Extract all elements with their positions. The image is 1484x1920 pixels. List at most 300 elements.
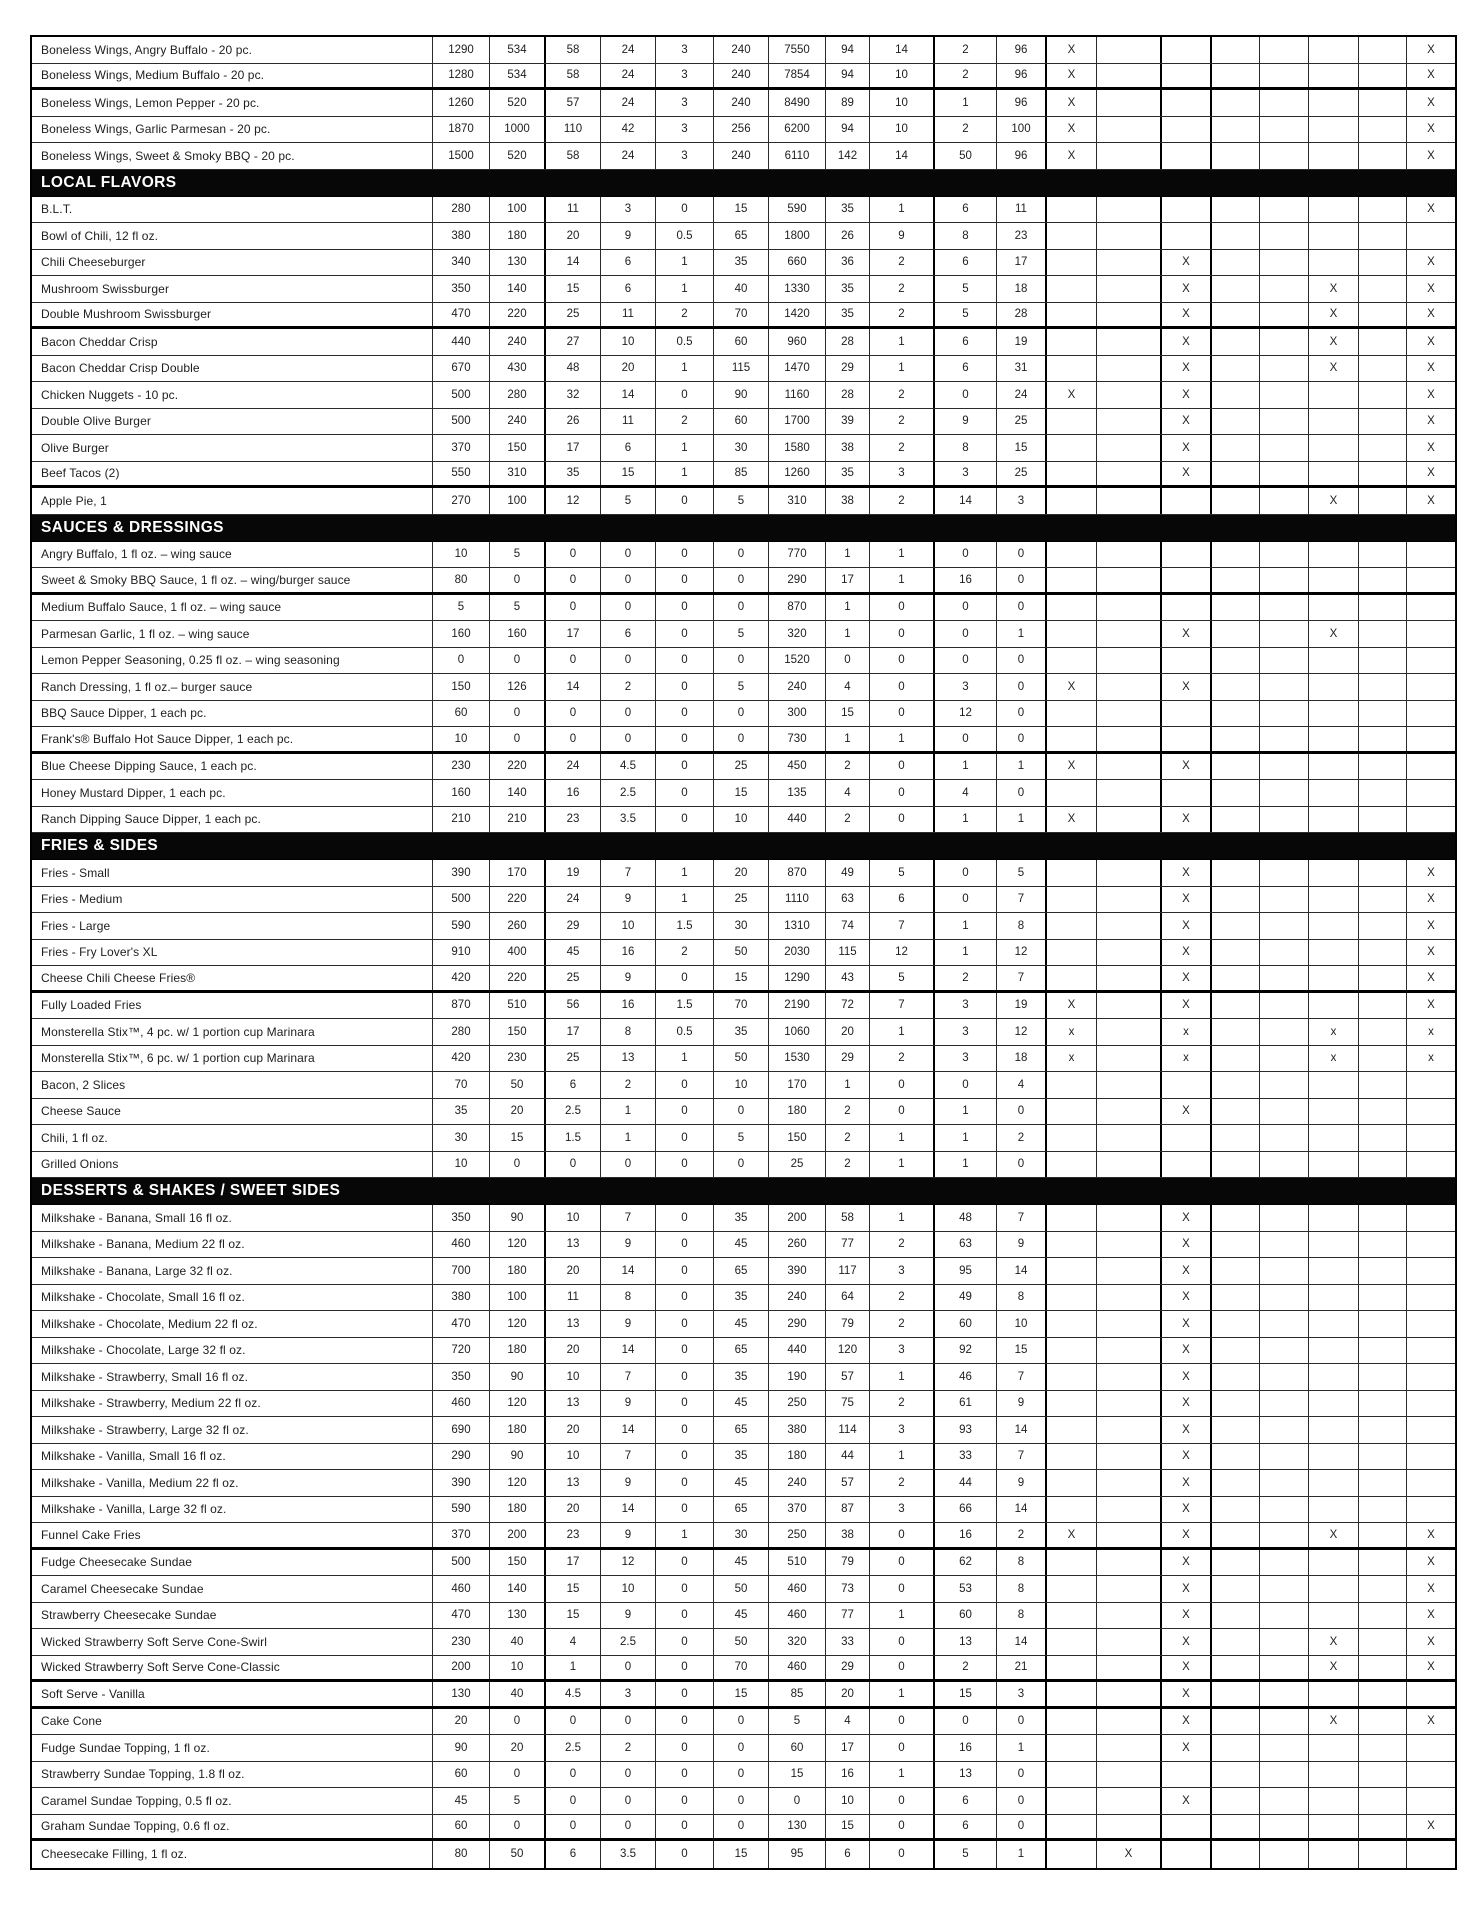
nutrition-value-cell: 200 <box>433 1656 490 1680</box>
allergen-mark-cell <box>1212 1709 1260 1735</box>
allergen-mark-cell <box>1212 1735 1260 1761</box>
nutrition-value-cell: 65 <box>714 1338 769 1364</box>
item-name-cell: Bacon Cheddar Crisp <box>32 329 433 355</box>
nutrition-value-cell: 50 <box>714 1576 769 1602</box>
allergen-mark-cell <box>1162 780 1212 806</box>
nutrition-value-cell: 5 <box>935 1841 997 1868</box>
allergen-mark-cell <box>1212 1603 1260 1629</box>
nutrition-value-cell: 0 <box>656 1788 714 1814</box>
allergen-mark-cell <box>1260 117 1309 143</box>
allergen-mark-cell: X <box>1047 993 1097 1019</box>
allergen-mark-cell: X <box>1162 1364 1212 1390</box>
nutrition-value-cell: 0 <box>656 1099 714 1125</box>
nutrition-value-cell: 3 <box>870 462 935 486</box>
allergen-mark-cell: X <box>1309 488 1359 514</box>
nutrition-value-cell: 30 <box>714 1523 769 1547</box>
nutrition-value-cell: 0 <box>997 780 1047 806</box>
allergen-mark-cell <box>1407 568 1455 592</box>
nutrition-value-cell: 20 <box>490 1099 546 1125</box>
table-row <box>32 1311 1455 1338</box>
allergen-mark-cell <box>1359 1788 1407 1814</box>
allergen-mark-cell <box>1212 1232 1260 1258</box>
allergen-mark-cell: X <box>1309 621 1359 647</box>
item-name-cell: Milkshake - Banana, Medium 22 fl oz. <box>32 1232 433 1258</box>
nutrition-value-cell: 470 <box>433 303 490 327</box>
allergen-mark-cell <box>1162 1815 1212 1839</box>
allergen-mark-cell <box>1047 329 1097 355</box>
nutrition-value-cell: 9 <box>601 1523 656 1547</box>
allergen-mark-cell <box>1359 329 1407 355</box>
table-row <box>32 1338 1455 1365</box>
nutrition-value-cell: 1 <box>935 754 997 780</box>
nutrition-value-cell: 6 <box>935 197 997 223</box>
nutrition-value-cell: 180 <box>490 1258 546 1284</box>
item-name-cell: Milkshake - Vanilla, Medium 22 fl oz. <box>32 1470 433 1496</box>
nutrition-value-cell: 17 <box>546 1019 601 1045</box>
nutrition-value-cell: 1 <box>870 1364 935 1390</box>
nutrition-value-cell: 130 <box>433 1682 490 1706</box>
allergen-mark-cell: X <box>1162 250 1212 276</box>
allergen-mark-cell: X <box>1309 1656 1359 1680</box>
nutrition-value-cell: 0 <box>601 648 656 674</box>
nutrition-value-cell: 1 <box>870 542 935 568</box>
table-row <box>32 1364 1455 1391</box>
nutrition-value-cell: 14 <box>546 674 601 700</box>
nutrition-value-cell: 61 <box>935 1391 997 1417</box>
allergen-mark-cell: X <box>1427 335 1435 348</box>
nutrition-value-cell: 92 <box>935 1338 997 1364</box>
allergen-mark-cell <box>1047 1125 1097 1151</box>
allergen-mark-cell <box>1359 860 1407 886</box>
nutrition-value-cell: 10 <box>546 1205 601 1231</box>
allergen-mark-cell: x <box>1047 1046 1097 1072</box>
allergen-mark-cell <box>1212 1125 1260 1151</box>
allergen-mark-cell <box>1309 37 1359 63</box>
allergen-mark-cell <box>1309 1338 1359 1364</box>
nutrition-value-cell: 95 <box>935 1258 997 1284</box>
nutrition-value-cell: 0 <box>656 1735 714 1761</box>
nutrition-value-cell: 520 <box>490 143 546 169</box>
nutrition-value-cell: 0 <box>601 1762 656 1788</box>
nutrition-value-cell: 1160 <box>769 382 826 408</box>
allergen-mark-cell <box>1359 807 1407 833</box>
allergen-mark-cell <box>1260 303 1309 327</box>
nutrition-value-cell: 120 <box>490 1232 546 1258</box>
nutrition-value-cell: 430 <box>490 356 546 382</box>
nutrition-value-cell: 110 <box>546 117 601 143</box>
nutrition-value-cell: 240 <box>769 1285 826 1311</box>
nutrition-value-cell: 1520 <box>769 648 826 674</box>
table-row <box>32 1391 1455 1418</box>
nutrition-value-cell: 38 <box>826 1523 870 1547</box>
allergen-mark-cell <box>1260 1550 1309 1576</box>
nutrition-value-cell: 6 <box>935 250 997 276</box>
table-row <box>32 223 1455 250</box>
item-name-cell: Boneless Wings, Medium Buffalo - 20 pc. <box>32 64 433 88</box>
nutrition-value-cell: 1 <box>935 940 997 966</box>
allergen-mark-cell <box>1407 727 1455 751</box>
allergen-mark-cell <box>1407 223 1455 249</box>
allergen-mark-cell <box>1097 1576 1162 1602</box>
nutrition-value-cell: 190 <box>769 1364 826 1390</box>
nutrition-value-cell: 6 <box>935 329 997 355</box>
allergen-mark-cell <box>1359 940 1407 966</box>
allergen-mark-cell <box>1162 1762 1212 1788</box>
nutrition-value-cell: 460 <box>433 1232 490 1258</box>
nutrition-value-cell: 14 <box>870 143 935 169</box>
allergen-mark-cell <box>1260 382 1309 408</box>
nutrition-value-cell: 1260 <box>769 462 826 486</box>
nutrition-value-cell: 2.5 <box>546 1735 601 1761</box>
allergen-mark-cell <box>1359 37 1407 63</box>
allergen-mark-cell <box>1162 64 1212 88</box>
nutrition-value-cell: 2.5 <box>546 1099 601 1125</box>
nutrition-value-cell: 75 <box>826 1391 870 1417</box>
nutrition-value-cell: 2 <box>826 1152 870 1178</box>
allergen-mark-cell: X <box>1427 1715 1435 1728</box>
nutrition-value-cell: 0 <box>601 701 656 727</box>
nutrition-value-cell: 0 <box>997 1709 1047 1735</box>
allergen-mark-cell: x <box>1162 1019 1212 1045</box>
allergen-mark-cell <box>1359 1311 1407 1337</box>
allergen-mark-cell <box>1359 1338 1407 1364</box>
nutrition-value-cell: 0 <box>656 382 714 408</box>
nutrition-value-cell: 0 <box>870 1735 935 1761</box>
nutrition-value-cell: 230 <box>490 1046 546 1072</box>
allergen-mark-cell <box>1359 250 1407 276</box>
nutrition-value-cell: 8 <box>997 1603 1047 1629</box>
allergen-mark-cell <box>1260 1152 1309 1178</box>
nutrition-value-cell: 0 <box>546 648 601 674</box>
nutrition-value-cell: 35 <box>714 1444 769 1470</box>
item-name-cell: Honey Mustard Dipper, 1 each pc. <box>32 780 433 806</box>
nutrition-value-cell: 0 <box>870 780 935 806</box>
nutrition-value-cell: 24 <box>601 37 656 63</box>
allergen-mark-cell <box>1359 488 1407 514</box>
nutrition-value-cell: 77 <box>826 1232 870 1258</box>
nutrition-value-cell: 1 <box>656 276 714 302</box>
nutrition-value-cell: 1110 <box>769 887 826 913</box>
nutrition-value-cell: 7 <box>997 887 1047 913</box>
nutrition-value-cell: 90 <box>490 1364 546 1390</box>
nutrition-value-cell: 5 <box>870 966 935 990</box>
nutrition-value-cell: 460 <box>769 1576 826 1602</box>
nutrition-value-cell: 20 <box>601 356 656 382</box>
nutrition-value-cell: 10 <box>870 117 935 143</box>
nutrition-value-cell: 17 <box>997 250 1047 276</box>
nutrition-value-cell: 70 <box>714 303 769 327</box>
nutrition-value-cell: 50 <box>935 143 997 169</box>
allergen-mark-cell <box>1097 993 1162 1019</box>
nutrition-value-cell: 30 <box>714 913 769 939</box>
nutrition-value-cell: 250 <box>769 1523 826 1547</box>
allergen-mark-cell <box>1359 1205 1407 1231</box>
allergen-mark-cell <box>1047 1311 1097 1337</box>
table-row <box>32 64 1455 91</box>
allergen-mark-cell <box>1260 1285 1309 1311</box>
nutrition-value-cell: 180 <box>490 1417 546 1443</box>
allergen-mark-cell <box>1260 674 1309 700</box>
nutrition-value-cell: 2 <box>601 674 656 700</box>
nutrition-value-cell: 117 <box>826 1258 870 1284</box>
allergen-mark-cell <box>1260 966 1309 990</box>
nutrition-value-cell: 1470 <box>769 356 826 382</box>
nutrition-value-cell: 38 <box>826 488 870 514</box>
table-row <box>32 727 1455 754</box>
item-name-cell: B.L.T. <box>32 197 433 223</box>
nutrition-value-cell: 7550 <box>769 37 826 63</box>
allergen-mark-cell <box>1309 250 1359 276</box>
allergen-mark-cell <box>1047 913 1097 939</box>
nutrition-value-cell: 590 <box>769 197 826 223</box>
allergen-mark-cell <box>1097 966 1162 990</box>
allergen-mark-cell <box>1097 727 1162 751</box>
nutrition-value-cell: 5 <box>997 860 1047 886</box>
allergen-mark-cell <box>1309 1232 1359 1258</box>
table-row <box>32 1709 1455 1736</box>
allergen-mark-cell <box>1097 913 1162 939</box>
nutrition-value-cell: 0.5 <box>656 329 714 355</box>
item-name-cell: Fudge Cheesecake Sundae <box>32 1550 433 1576</box>
allergen-mark-cell <box>1309 1311 1359 1337</box>
allergen-mark-cell <box>1359 1019 1407 1045</box>
nutrition-value-cell: 500 <box>433 409 490 435</box>
nutrition-value-cell: 10 <box>433 727 490 751</box>
nutrition-value-cell: 2 <box>935 966 997 990</box>
item-name-cell: Frank's® Buffalo Hot Sauce Dipper, 1 each pc. <box>32 727 433 751</box>
nutrition-value-cell: 720 <box>433 1338 490 1364</box>
allergen-mark-cell <box>1212 1762 1260 1788</box>
allergen-mark-cell <box>1359 1285 1407 1311</box>
nutrition-value-cell: 13 <box>935 1629 997 1655</box>
nutrition-value-cell: 1290 <box>433 37 490 63</box>
nutrition-value-cell: 14 <box>601 1417 656 1443</box>
nutrition-value-cell: 11 <box>997 197 1047 223</box>
nutrition-value-cell: 3 <box>601 197 656 223</box>
nutrition-value-cell: 24 <box>997 382 1047 408</box>
nutrition-value-cell: 0 <box>870 807 935 833</box>
nutrition-value-cell: 290 <box>769 1311 826 1337</box>
allergen-mark-cell <box>1260 1019 1309 1045</box>
nutrition-value-cell: 11 <box>601 303 656 327</box>
nutrition-value-cell: 160 <box>490 621 546 647</box>
nutrition-value-cell: 25 <box>714 887 769 913</box>
allergen-mark-cell: x <box>1428 1025 1434 1038</box>
nutrition-value-cell: 170 <box>490 860 546 886</box>
item-name-cell: Monsterella Stix™, 6 pc. w/ 1 portion cup Marinara <box>32 1046 433 1072</box>
nutrition-value-cell: 870 <box>769 860 826 886</box>
allergen-mark-cell <box>1097 250 1162 276</box>
nutrition-value-cell: 1 <box>601 1099 656 1125</box>
nutrition-value-cell: 45 <box>546 940 601 966</box>
nutrition-value-cell: 9 <box>601 1232 656 1258</box>
allergen-mark-cell <box>1407 780 1455 806</box>
nutrition-value-cell: 23 <box>546 1523 601 1547</box>
allergen-mark-cell <box>1407 1444 1455 1470</box>
allergen-mark-cell <box>1260 1311 1309 1337</box>
nutrition-value-cell: 0 <box>656 1762 714 1788</box>
nutrition-value-cell: 0 <box>601 1709 656 1735</box>
nutrition-value-cell: 11 <box>601 409 656 435</box>
nutrition-value-cell: 0 <box>870 1815 935 1839</box>
nutrition-value-cell: 0 <box>656 807 714 833</box>
allergen-mark-cell <box>1407 807 1455 833</box>
allergen-mark-cell <box>1047 860 1097 886</box>
allergen-mark-cell <box>1260 1072 1309 1098</box>
nutrition-value-cell: 0 <box>714 595 769 621</box>
nutrition-value-cell: 3 <box>870 1497 935 1523</box>
allergen-mark-cell <box>1407 1788 1455 1814</box>
nutrition-value-cell: 1 <box>656 887 714 913</box>
allergen-mark-cell <box>1047 1709 1097 1735</box>
nutrition-value-cell: 0 <box>997 1152 1047 1178</box>
table-row <box>32 329 1455 356</box>
nutrition-value-cell: 20 <box>546 1417 601 1443</box>
nutrition-value-cell: 10 <box>433 542 490 568</box>
allergen-mark-cell <box>1260 1232 1309 1258</box>
nutrition-value-cell: 15 <box>546 1603 601 1629</box>
table-row <box>32 1152 1455 1179</box>
allergen-mark-cell <box>1212 117 1260 143</box>
nutrition-value-cell: 5 <box>714 621 769 647</box>
nutrition-value-cell: 1 <box>870 568 935 592</box>
allergen-mark-cell <box>1359 1735 1407 1761</box>
nutrition-value-cell: 15 <box>490 1125 546 1151</box>
nutrition-value-cell: 1420 <box>769 303 826 327</box>
allergen-mark-cell <box>1212 1497 1260 1523</box>
allergen-mark-cell <box>1212 250 1260 276</box>
nutrition-value-cell: 5 <box>870 860 935 886</box>
allergen-mark-cell <box>1097 1656 1162 1680</box>
nutrition-value-cell: 29 <box>826 1656 870 1680</box>
nutrition-value-cell: 50 <box>714 1629 769 1655</box>
nutrition-value-cell: 2 <box>826 1125 870 1151</box>
allergen-mark-cell <box>1407 1258 1455 1284</box>
table-row <box>32 780 1455 807</box>
table-row <box>32 1258 1455 1285</box>
nutrition-value-cell: 44 <box>826 1444 870 1470</box>
nutrition-value-cell: 0 <box>601 1152 656 1178</box>
allergen-mark-cell <box>1097 1762 1162 1788</box>
nutrition-value-cell: 270 <box>433 488 490 514</box>
item-name-cell: Boneless Wings, Lemon Pepper - 20 pc. <box>32 90 433 116</box>
allergen-mark-cell <box>1162 90 1212 116</box>
nutrition-value-cell: 0 <box>601 595 656 621</box>
nutrition-value-cell: 50 <box>714 1046 769 1072</box>
nutrition-value-cell: 1 <box>997 807 1047 833</box>
allergen-mark-cell <box>1047 250 1097 276</box>
nutrition-value-cell: 390 <box>433 860 490 886</box>
nutrition-value-cell: 0 <box>656 1576 714 1602</box>
nutrition-value-cell: 50 <box>490 1072 546 1098</box>
nutrition-value-cell: 130 <box>490 250 546 276</box>
allergen-mark-cell <box>1047 409 1097 435</box>
allergen-mark-cell <box>1212 197 1260 223</box>
nutrition-value-cell: 0 <box>546 542 601 568</box>
nutrition-value-cell: 0 <box>546 701 601 727</box>
item-name-cell: Milkshake - Vanilla, Large 32 fl oz. <box>32 1497 433 1523</box>
allergen-mark-cell <box>1260 1709 1309 1735</box>
allergen-mark-cell <box>1047 595 1097 621</box>
nutrition-value-cell: 35 <box>826 462 870 486</box>
nutrition-value-cell: 0 <box>714 648 769 674</box>
nutrition-value-cell: 5 <box>935 276 997 302</box>
allergen-mark-cell <box>1097 1470 1162 1496</box>
nutrition-value-cell: 15 <box>546 276 601 302</box>
nutrition-value-cell: 15 <box>714 966 769 990</box>
allergen-mark-cell: X <box>1427 43 1435 56</box>
nutrition-value-cell: 115 <box>826 940 870 966</box>
allergen-mark-cell <box>1097 860 1162 886</box>
table-row <box>32 90 1455 117</box>
allergen-mark-cell <box>1212 542 1260 568</box>
table-row <box>32 1417 1455 1444</box>
table-row <box>32 887 1455 914</box>
allergen-mark-cell <box>1097 1682 1162 1706</box>
allergen-mark-cell: X <box>1162 1656 1212 1680</box>
nutrition-value-cell: 0 <box>656 1656 714 1680</box>
nutrition-value-cell: 16 <box>546 780 601 806</box>
item-name-cell: Mushroom Swissburger <box>32 276 433 302</box>
nutrition-value-cell: 1 <box>870 1205 935 1231</box>
nutrition-value-cell: 9 <box>997 1391 1047 1417</box>
nutrition-value-cell: 1 <box>870 329 935 355</box>
table-row <box>32 1205 1455 1232</box>
nutrition-value-cell: 160 <box>433 621 490 647</box>
nutrition-value-cell: 6 <box>601 250 656 276</box>
nutrition-value-cell: 32 <box>546 382 601 408</box>
allergen-mark-cell <box>1359 143 1407 169</box>
allergen-mark-cell: X <box>1162 276 1212 302</box>
item-name-cell: Bacon, 2 Slices <box>32 1072 433 1098</box>
nutrition-value-cell: 1 <box>826 621 870 647</box>
nutrition-value-cell: 44 <box>935 1470 997 1496</box>
nutrition-value-cell: 350 <box>433 1364 490 1390</box>
allergen-mark-cell <box>1260 1364 1309 1390</box>
allergen-mark-cell: X <box>1309 1629 1359 1655</box>
nutrition-value-cell: 300 <box>769 701 826 727</box>
item-name-cell: Ranch Dipping Sauce Dipper, 1 each pc. <box>32 807 433 833</box>
nutrition-value-cell: 63 <box>935 1232 997 1258</box>
nutrition-value-cell: 10 <box>433 1152 490 1178</box>
table-row <box>32 966 1455 993</box>
nutrition-value-cell: 520 <box>490 90 546 116</box>
nutrition-value-cell: 3 <box>870 1258 935 1284</box>
nutrition-value-cell: 590 <box>433 1497 490 1523</box>
allergen-mark-cell: X <box>1309 1523 1359 1547</box>
item-name-cell: Strawberry Cheesecake Sundae <box>32 1603 433 1629</box>
table-row <box>32 462 1455 489</box>
nutrition-value-cell: 27 <box>546 329 601 355</box>
allergen-mark-cell: X <box>1427 1661 1435 1674</box>
allergen-mark-cell <box>1359 1417 1407 1443</box>
nutrition-value-cell: 700 <box>433 1258 490 1284</box>
nutrition-value-cell: 0 <box>656 1338 714 1364</box>
nutrition-value-cell: 60 <box>433 1762 490 1788</box>
allergen-mark-cell <box>1212 807 1260 833</box>
allergen-mark-cell: X <box>1047 382 1097 408</box>
nutrition-value-cell: 5 <box>433 595 490 621</box>
allergen-mark-cell <box>1212 993 1260 1019</box>
nutrition-value-cell: 17 <box>546 435 601 461</box>
allergen-mark-cell <box>1097 329 1162 355</box>
nutrition-value-cell: 2 <box>870 409 935 435</box>
nutrition-value-cell: 260 <box>769 1232 826 1258</box>
nutrition-value-cell: 3 <box>656 117 714 143</box>
nutrition-value-cell: 0 <box>935 1072 997 1098</box>
table-row <box>32 701 1455 728</box>
allergen-mark-cell: X <box>1162 1709 1212 1735</box>
